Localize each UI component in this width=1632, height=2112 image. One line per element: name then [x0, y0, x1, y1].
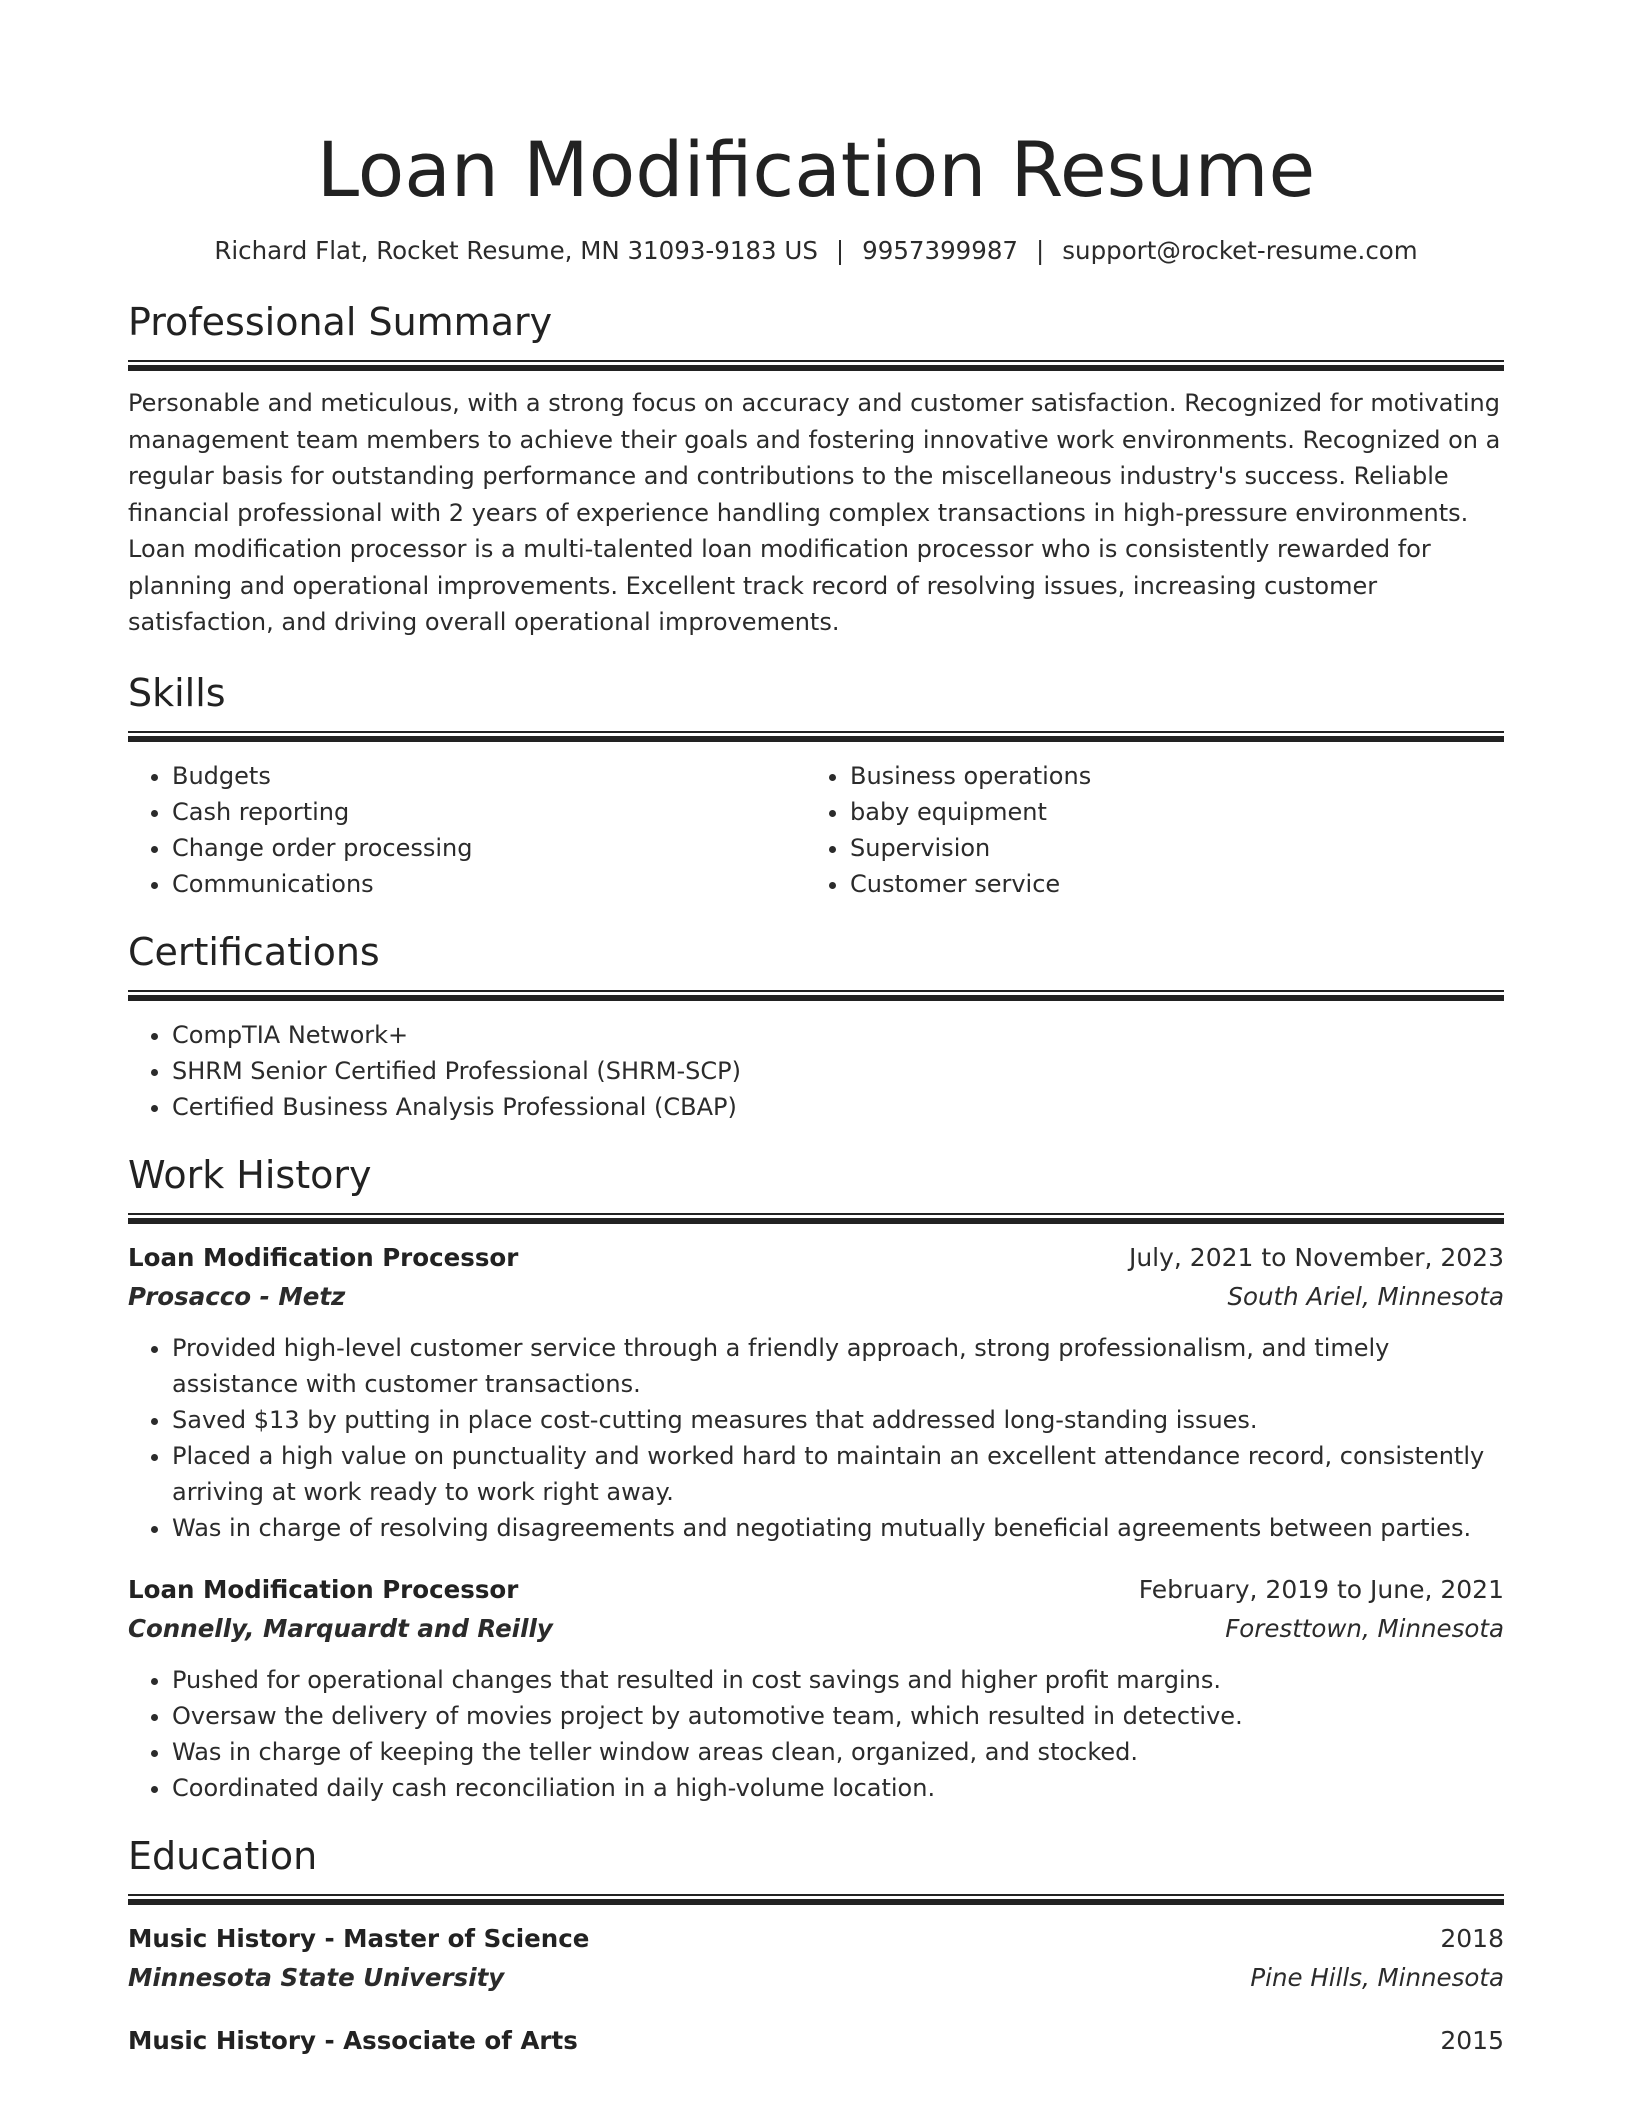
skill-item: • baby equipment — [850, 794, 1484, 830]
job-location: Foresttown, Minnesota — [1225, 1613, 1504, 1643]
job-title: Loan Modification Processor — [128, 1242, 519, 1272]
job-company: Prosacco - Metz — [128, 1281, 346, 1311]
skills-section — [128, 667, 1504, 902]
summary-section — [128, 296, 1504, 641]
job-company: Connelly, Marquardt and Reilly — [128, 1613, 553, 1643]
section-divider — [128, 1213, 1504, 1224]
certification-item: • CompTIA Network+ — [172, 1017, 1504, 1053]
job-bullet: • Was in charge of keeping the teller window areas clean, organized, and stocked. — [172, 1734, 1504, 1770]
skills-column-left — [128, 758, 806, 902]
resume-title: Loan Modification Resume — [316, 125, 1316, 214]
job-location: South Ariel, Minnesota — [1227, 1281, 1504, 1311]
certification-item: • Certified Business Analysis Professional (CBAP) — [172, 1089, 1504, 1125]
contact-email: support@rocket-resume.com — [1062, 236, 1418, 265]
contact-separator: | — [835, 236, 845, 265]
certifications-section — [128, 926, 1504, 1125]
skill-item: • Customer service — [850, 866, 1484, 902]
skill-item: • Cash reporting — [172, 794, 806, 830]
education-section — [128, 1830, 1504, 2060]
summary-heading: Professional Summary — [128, 300, 553, 344]
job-bullet: • Coordinated daily cash reconciliation in a high-volume location. — [172, 1770, 1504, 1806]
section-divider — [128, 731, 1504, 742]
job-bullet: • Saved $13 by putting in place cost-cutting measures that addressed long-standing issues. — [172, 1402, 1504, 1438]
job-dates: February, 2019 to June, 2021 — [1138, 1574, 1504, 1604]
skills-heading: Skills — [128, 670, 226, 715]
work-history-section — [128, 1149, 1504, 1806]
job-bullet: • Placed a high value on punctuality and worked hard to maintain an excellent attendance record, consistently arriving at work ready to work right away. — [172, 1438, 1504, 1510]
skill-item: • Supervision — [850, 830, 1484, 866]
section-divider — [128, 1894, 1504, 1905]
certifications-heading: Certifications — [128, 929, 380, 974]
education-entry — [128, 2021, 1504, 2060]
certification-item: • SHRM Senior Certified Professional (SHRM-SCP) — [172, 1053, 1504, 1089]
job-dates: July, 2021 to November, 2023 — [1128, 1242, 1504, 1272]
skill-item: • Business operations — [850, 758, 1484, 794]
section-divider — [128, 360, 1504, 371]
job-bullet: • Pushed for operational changes that resulted in cost savings and higher profit margins. — [172, 1662, 1504, 1698]
education-school: Minnesota State University — [128, 1962, 505, 1992]
education-year: 2018 — [1440, 1923, 1504, 1953]
education-entry — [128, 1919, 1504, 1997]
skills-column-right — [806, 758, 1484, 902]
skill-item: • Communications — [172, 866, 806, 902]
education-year: 2015 — [1440, 2025, 1504, 2055]
section-divider — [128, 990, 1504, 1001]
job-entry — [128, 1238, 1504, 1546]
education-location: Pine Hills, Minnesota — [1250, 1962, 1504, 1992]
contact-separator: | — [1036, 236, 1045, 265]
job-entry — [128, 1570, 1504, 1806]
contact-line — [128, 234, 1504, 268]
summary-text: Personable and meticulous, with a strong focus on accuracy and customer satisfaction. Recognized for motivating management team members to achieve their goals and fostering innovative work environments. Recognized on a regular basis for outstanding performance and contributions to the miscellaneous industry's success. Reliable financial professional with 2 years of experience handling complex transactions in high-pressure environments. Loan modification processor is a multi-talented loan modification processor who is consistently rewarded for planning and operational improvements. Excellent track record of resolving issues, increasing customer satisfaction, and driving overall operational improvements. — [128, 389, 1501, 636]
education-degree: Music History - Master of Science — [128, 1923, 590, 1953]
job-bullet: • Provided high-level customer service through a friendly approach, strong professionalism, and timely assistance with customer transactions. — [172, 1330, 1504, 1402]
education-heading: Education — [128, 1833, 318, 1878]
job-title: Loan Modification Processor — [128, 1574, 519, 1604]
education-degree: Music History - Associate of Arts — [128, 2025, 578, 2055]
work-history-heading: Work History — [128, 1152, 372, 1197]
job-bullet: • Oversaw the delivery of movies project by automotive team, which resulted in detective. — [172, 1698, 1504, 1734]
contact-phone: 9957399987 — [862, 236, 1019, 265]
skill-item: • Change order processing — [172, 830, 806, 866]
skill-item: • Budgets — [172, 758, 806, 794]
skills-grid — [128, 758, 1504, 902]
job-bullet: • Was in charge of resolving disagreements and negotiating mutually beneficial agreements between parties. — [172, 1510, 1504, 1546]
contact-address: Richard Flat, Rocket Resume, MN 31093-9183 US — [214, 236, 818, 265]
